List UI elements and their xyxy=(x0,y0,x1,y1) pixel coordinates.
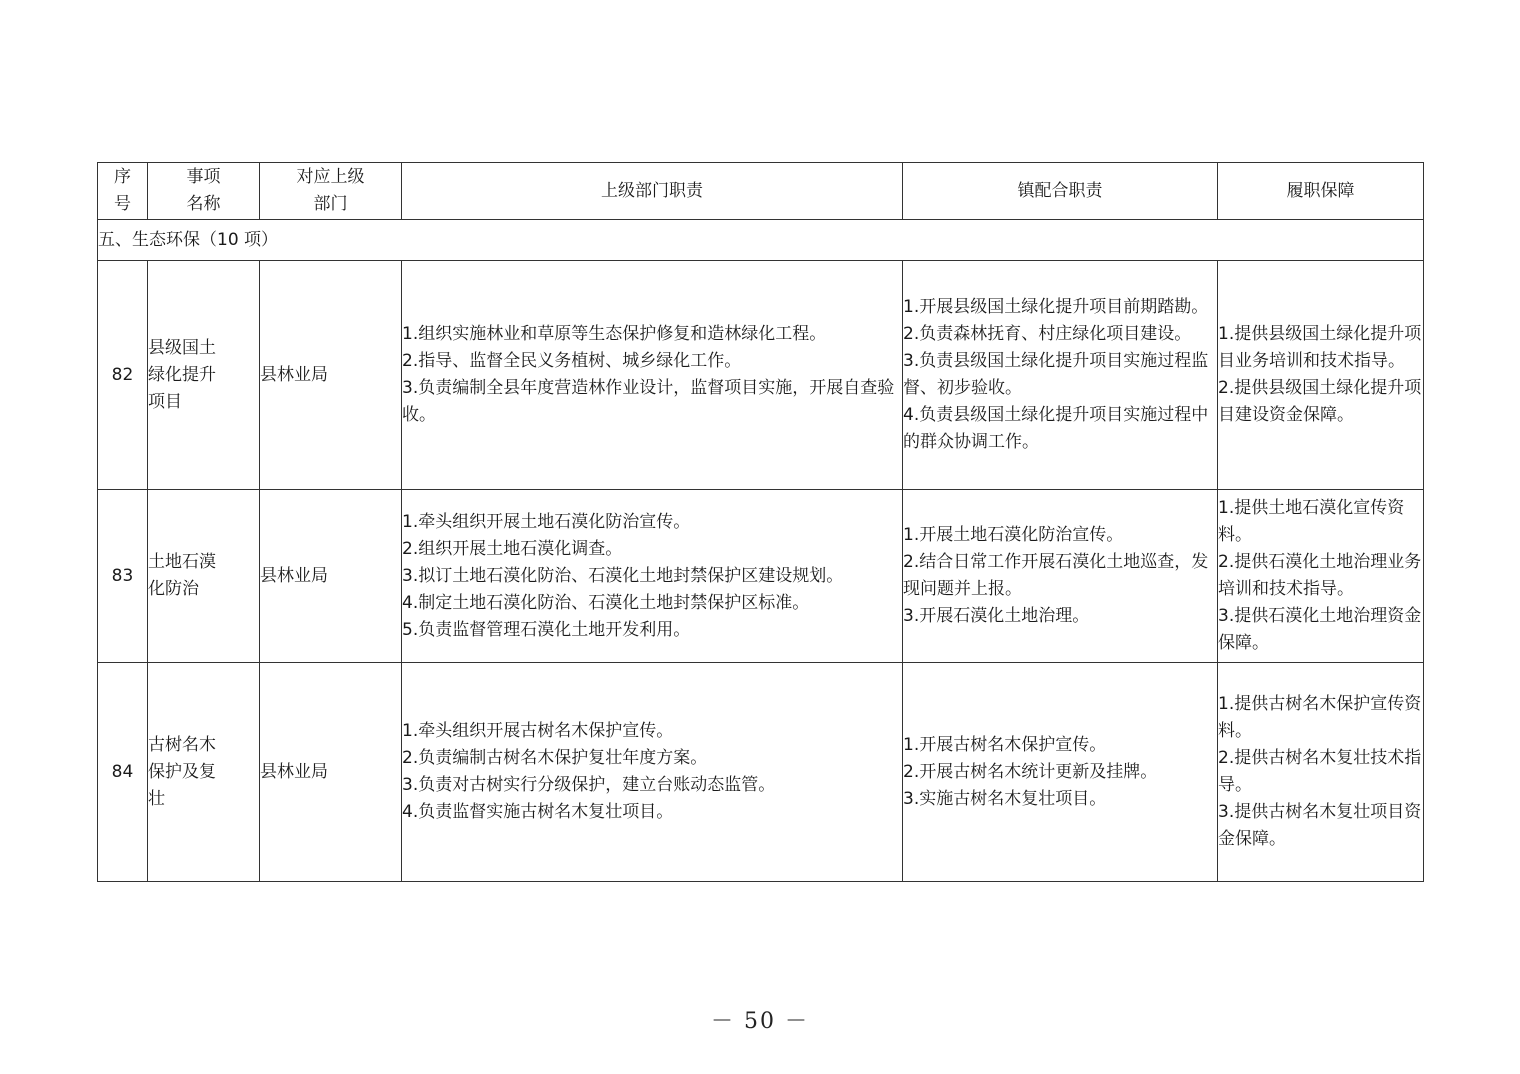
upper-duty: 1.组织实施林业和草原等生态保护修复和造林绿化工程。 2.指导、监督全民义务植树、城乡绿化工作。 3.负责编制全县年度营造林作业设计，监督项目实施，开展自查验收。 xyxy=(402,261,903,490)
header-no: 序 号 xyxy=(98,163,148,220)
table-row xyxy=(98,261,1424,490)
section-title: 五、生态环保（10 项） xyxy=(98,220,1424,261)
upper-duty: 1.牵头组织开展古树名木保护宣传。 2.负责编制古树名木保护复壮年度方案。 3.负责对古树实行分级保护，建立台账动态监管。 4.负责监督实施古树名木复壮项目。 xyxy=(402,663,903,882)
header-town-duty: 镇配合职责 xyxy=(903,163,1218,220)
duty-guarantee: 1.提供县级国土绿化提升项目业务培训和技术指导。 2.提供县级国土绿化提升项目建设资金保障。 xyxy=(1218,261,1424,490)
header-dept: 对应上级 部门 xyxy=(260,163,402,220)
duty-guarantee: 1.提供古树名木保护宣传资料。 2.提供古树名木复壮技术指导。 3.提供古树名木复壮项目资金保障。 xyxy=(1218,663,1424,882)
table-header-row xyxy=(98,163,1424,220)
duty-sheet xyxy=(97,162,1423,882)
duty-guarantee: 1.提供土地石漠化宣传资料。 2.提供石漠化土地治理业务培训和技术指导。 3.提供石漠化土地治理资金保障。 xyxy=(1218,490,1424,663)
duty-table xyxy=(97,162,1424,882)
table-row xyxy=(98,663,1424,882)
item-name: 土地石漠 化防治 xyxy=(148,490,260,663)
row-number: 82 xyxy=(98,261,148,490)
upper-duty: 1.牵头组织开展土地石漠化防治宣传。 2.组织开展土地石漠化调查。 3.拟订土地石漠化防治、石漠化土地封禁保护区建设规划。 4.制定土地石漠化防治、石漠化土地封禁保护区标准。 5.负责监督管理石漠化土地开发利用。 xyxy=(402,490,903,663)
header-name: 事项 名称 xyxy=(148,163,260,220)
town-duty: 1.开展县级国土绿化提升项目前期踏勘。 2.负责森林抚育、村庄绿化项目建设。 3.负责县级国土绿化提升项目实施过程监督、初步验收。 4.负责县级国土绿化提升项目实施过程中的群众协调工作。 xyxy=(903,261,1218,490)
item-name: 县级国土 绿化提升 项目 xyxy=(148,261,260,490)
upper-department: 县林业局 xyxy=(260,490,402,663)
header-guarantee: 履职保障 xyxy=(1218,163,1424,220)
item-name: 古树名木 保护及复 壮 xyxy=(148,663,260,882)
row-number: 83 xyxy=(98,490,148,663)
upper-department: 县林业局 xyxy=(260,663,402,882)
page-number: － 50 － xyxy=(711,1009,809,1034)
town-duty: 1.开展古树名木保护宣传。 2.开展古树名木统计更新及挂牌。 3.实施古树名木复壮项目。 xyxy=(903,663,1218,882)
town-duty: 1.开展土地石漠化防治宣传。 2.结合日常工作开展石漠化土地巡查，发现问题并上报。 3.开展石漠化土地治理。 xyxy=(903,490,1218,663)
table-row xyxy=(98,490,1424,663)
section-row xyxy=(98,220,1424,261)
header-upper-duty: 上级部门职责 xyxy=(402,163,903,220)
upper-department: 县林业局 xyxy=(260,261,402,490)
row-number: 84 xyxy=(98,663,148,882)
